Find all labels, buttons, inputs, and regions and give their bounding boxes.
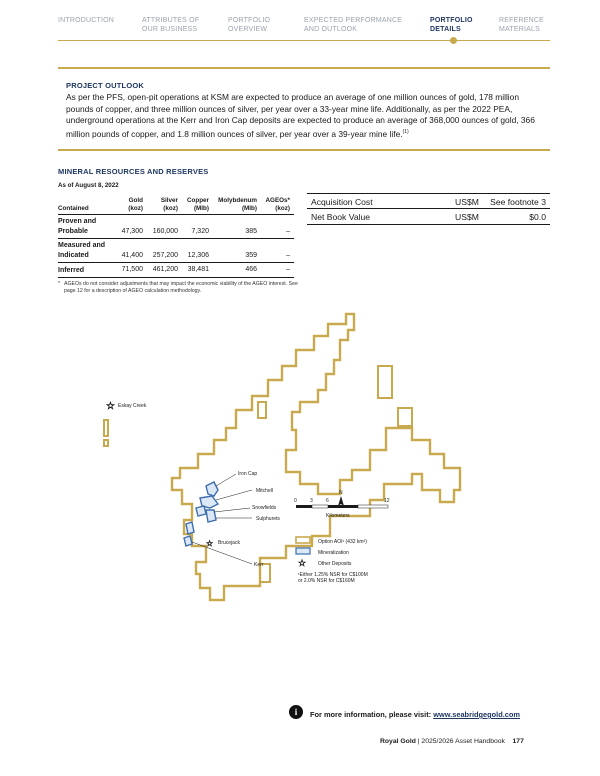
col-silver: Silver (koz): [160, 197, 178, 212]
table-row: [58, 215, 294, 239]
scale-tick-0: 0: [294, 498, 297, 504]
cost-label: Acquisition Cost: [311, 197, 373, 207]
nav-portfolio-overview[interactable]: PORTFOLIO OVERVIEW: [228, 17, 271, 33]
doc-title: | 2025/2026 Asset Handbook: [415, 738, 505, 745]
mineralization-snowfields: [196, 506, 206, 516]
leader-mitchell: [216, 490, 252, 500]
legend-note-1: ¹Either 1.25% NSR for C$100M: [298, 572, 368, 578]
nav-reference-materials[interactable]: REFERENCE MATERIALS: [499, 17, 544, 33]
cell-copper: 12,306: [187, 252, 209, 259]
scale-bar-seg-1: [296, 505, 312, 508]
ageo-footnote: [58, 281, 298, 295]
cell-ageos: –: [286, 266, 290, 273]
label-eskay: Eskay Creek: [118, 403, 147, 409]
cost-unit: US$M: [455, 197, 479, 207]
cell-silver: 160,000: [152, 228, 178, 235]
scale-bar-seg-4: [358, 505, 388, 508]
table-row: [307, 209, 550, 225]
table-row: [307, 193, 550, 209]
scale-tick-6: 6: [326, 498, 329, 504]
legend-mineralization-swatch: [296, 548, 310, 554]
outlook-bottom-rule: [58, 149, 550, 151]
nav-attributes[interactable]: ATTRIBUTES OF OUR BUSINESS: [142, 17, 200, 33]
col-gold: Gold (koz): [128, 197, 143, 212]
mineralization-iron-cap: [206, 482, 218, 496]
legend-other-star-icon: ☆: [298, 559, 307, 569]
aoi-boundary: [172, 314, 460, 600]
cost-table: [307, 193, 550, 225]
north-arrow-shape: [338, 496, 344, 506]
more-info-text: For more information, please visit:: [310, 710, 434, 719]
legend-aoi-swatch: [296, 537, 310, 543]
outlook-footnote-marker: (1): [402, 128, 409, 135]
row-label: Measured and Indicated: [58, 242, 106, 259]
mineral-title: MINERAL RESOURCES AND RESERVES: [58, 167, 209, 176]
resource-table-header: [58, 193, 294, 215]
cell-molybdenum: 466: [245, 266, 257, 273]
cell-copper: 38,481: [187, 266, 209, 273]
scale-tick-3: 3: [310, 498, 313, 504]
as-of-date: As of August 8, 2022: [58, 182, 119, 189]
scale-unit: Kilometers: [326, 513, 350, 519]
footnote-text: AGEOs do not consider adjustments that may impact the economic viability of the AGEO interest. See page 12 for a description of AGEO calculation methodology.: [64, 281, 298, 294]
ksm-map: [0, 300, 600, 620]
leader-iron-cap: [216, 474, 236, 486]
table-row: [58, 239, 294, 263]
cell-silver: 257,200: [152, 252, 178, 259]
cost-value: See footnote 3: [490, 197, 546, 207]
cell-molybdenum: 359: [245, 252, 257, 259]
outlook-body: [66, 92, 544, 140]
label-iron-cap: Iron Cap: [238, 471, 258, 477]
aoi-fragment: [258, 402, 266, 418]
col-copper: Copper (Mlb): [186, 197, 209, 212]
north-arrow-icon: N: [339, 490, 343, 496]
label-sulphurets: Sulphurets: [256, 516, 280, 522]
brand-name: Royal Gold: [380, 738, 416, 745]
info-icon: i: [289, 705, 303, 719]
nav-introduction[interactable]: INTRODUCTION: [58, 17, 115, 24]
label-kerr: Kerr: [254, 562, 264, 568]
col-contained: Contained: [58, 205, 89, 212]
outlook-title: PROJECT OUTLOOK: [66, 81, 145, 90]
aoi-fragment: [104, 440, 108, 446]
label-snowfields: Snowfields: [252, 505, 277, 511]
eskay-star-icon: ☆: [106, 401, 115, 412]
page-number: 177: [512, 738, 524, 745]
mineralization-kerr: [186, 522, 194, 534]
table-row: [58, 263, 294, 278]
footnote-star: *: [58, 281, 61, 287]
page-footer: [380, 738, 524, 745]
cell-gold: 47,300: [121, 228, 143, 235]
cost-unit: US$M: [455, 212, 479, 222]
active-nav-indicator: [450, 37, 457, 44]
legend-note-2: or 2.0% NSR for C$160M: [298, 578, 355, 584]
cell-molybdenum: 385: [245, 228, 257, 235]
more-info: [310, 710, 520, 719]
cost-value: $0.0: [529, 212, 546, 222]
cost-label: Net Book Value: [311, 212, 371, 222]
row-label: Inferred: [58, 267, 85, 274]
brucejack-star-icon: ☆: [206, 539, 214, 548]
outlook-text: As per the PFS, open-pit operations at KSM are expected to produce an average of one million ounces of gold, 178 million pounds of copper, and three million ounces of silver, per year over a 33-year mine life. Additionally, as per the 2022 PEA, underground operations at the Kerr and Iron Cap deposits are expected to produce an average of 368,000 ounces of gold, 366 million pounds of copper, and 1.8 million ounces of silver, per year over a 39-year mine life.: [66, 92, 535, 139]
aoi-fragment: [398, 408, 412, 426]
website-link[interactable]: www.seabridgegold.com: [433, 710, 520, 719]
cell-ageos: –: [286, 252, 290, 259]
nav-divider: [58, 40, 550, 41]
scale-tick-12: 12: [384, 498, 390, 504]
nav-portfolio-details[interactable]: PORTFOLIO DETAILS: [430, 17, 473, 33]
cell-gold: 41,400: [121, 252, 143, 259]
cell-silver: 461,200: [152, 266, 178, 273]
resource-table: [58, 193, 294, 278]
cell-copper: 7,320: [191, 228, 209, 235]
aoi-fragment: [104, 420, 108, 436]
scale-bar-seg-3: [328, 505, 358, 508]
cell-ageos: –: [286, 228, 290, 235]
outlook-top-rule: [58, 67, 550, 69]
col-molybdenum: Molybdenum (Mlb): [218, 197, 257, 212]
legend-other-label: Other Deposits: [318, 561, 352, 567]
label-mitchell: Mitchell: [256, 488, 273, 494]
legend-aoi-label: Option AOI¹ (432 km²): [318, 539, 367, 545]
aoi-fragment: [378, 366, 392, 398]
scale-bar-seg-2: [312, 505, 328, 508]
leader-snowfields: [214, 508, 250, 512]
mineralization-kerr-south: [184, 536, 192, 546]
label-brucejack: Brucejack: [218, 540, 240, 546]
legend-mineralization-label: Mineralization: [318, 550, 349, 556]
nav-expected-performance[interactable]: EXPECTED PERFORMANCE AND OUTLOOK: [304, 17, 403, 33]
cell-gold: 71,500: [121, 266, 143, 273]
col-ageos: AGEOs* (koz): [265, 197, 290, 212]
row-label: Proven and Probable: [58, 218, 97, 235]
